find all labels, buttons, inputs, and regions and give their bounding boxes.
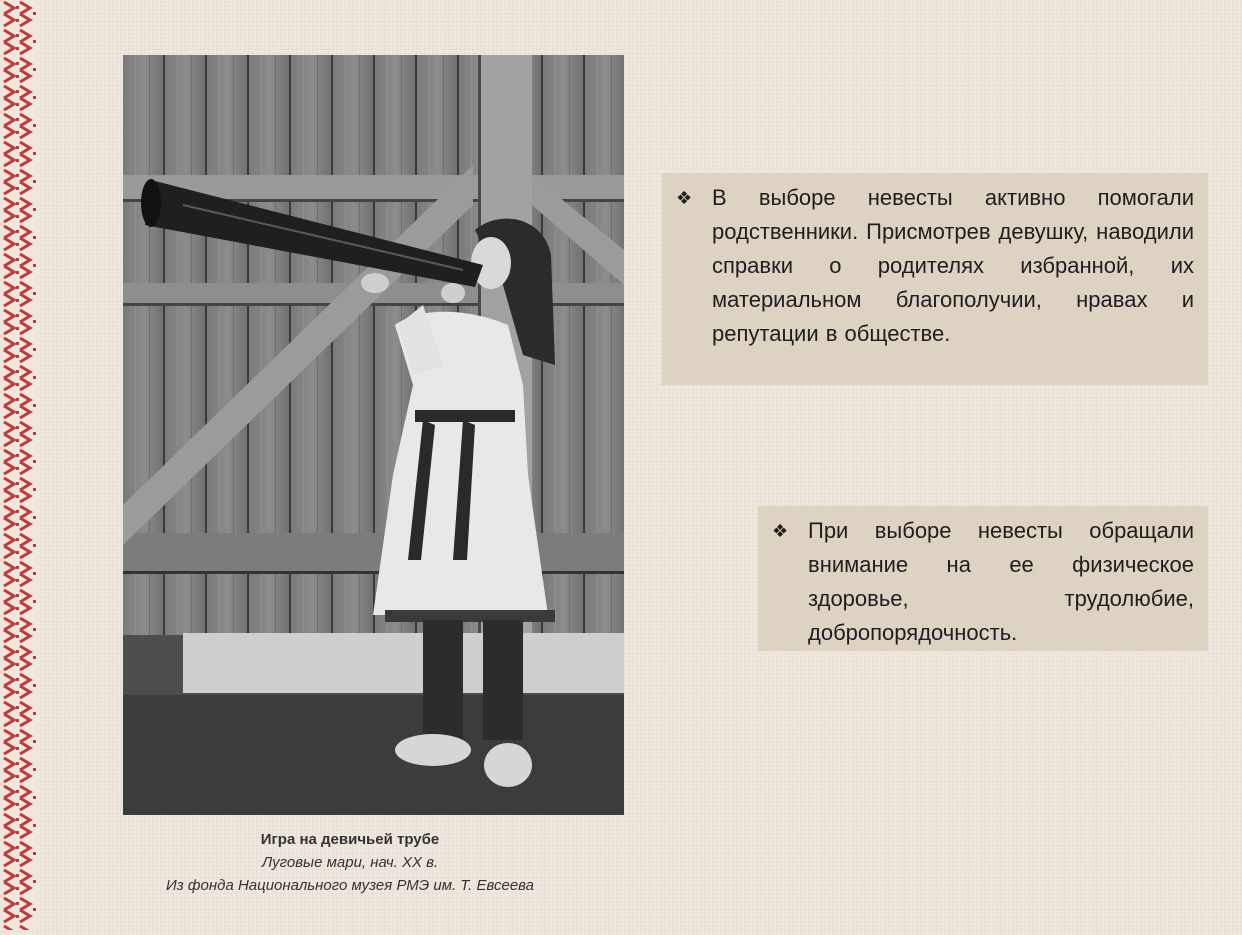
diamond-bullet-icon: ❖ — [676, 188, 693, 208]
photo-girl-playing-horn — [123, 55, 624, 815]
diamond-bullet-icon: ❖ — [772, 521, 789, 541]
caption-source: Из фонда Национального музея РМЭ им. Т. Евсеева — [165, 877, 535, 894]
ornament-border — [0, 0, 40, 930]
bullet-text: В выборе невесты активно помогали родственники. Присмотрев девушку, наводили справки о родителях избранной, их материальном благополучии, нравах и репутации в обществе. — [712, 185, 1194, 346]
bullet-text: При выборе невесты обращали внимание на ее физическое здоровье, трудолюбие, добропорядочность. — [808, 518, 1194, 645]
caption-subtitle: Луговые мари, нач. XX в. — [261, 854, 439, 871]
text-panel-bride-choice-relatives — [662, 173, 1208, 385]
text-panel-bride-choice-qualities — [758, 506, 1208, 651]
caption-title: Игра на девичьей трубе — [260, 831, 440, 848]
photo-caption — [100, 828, 600, 897]
